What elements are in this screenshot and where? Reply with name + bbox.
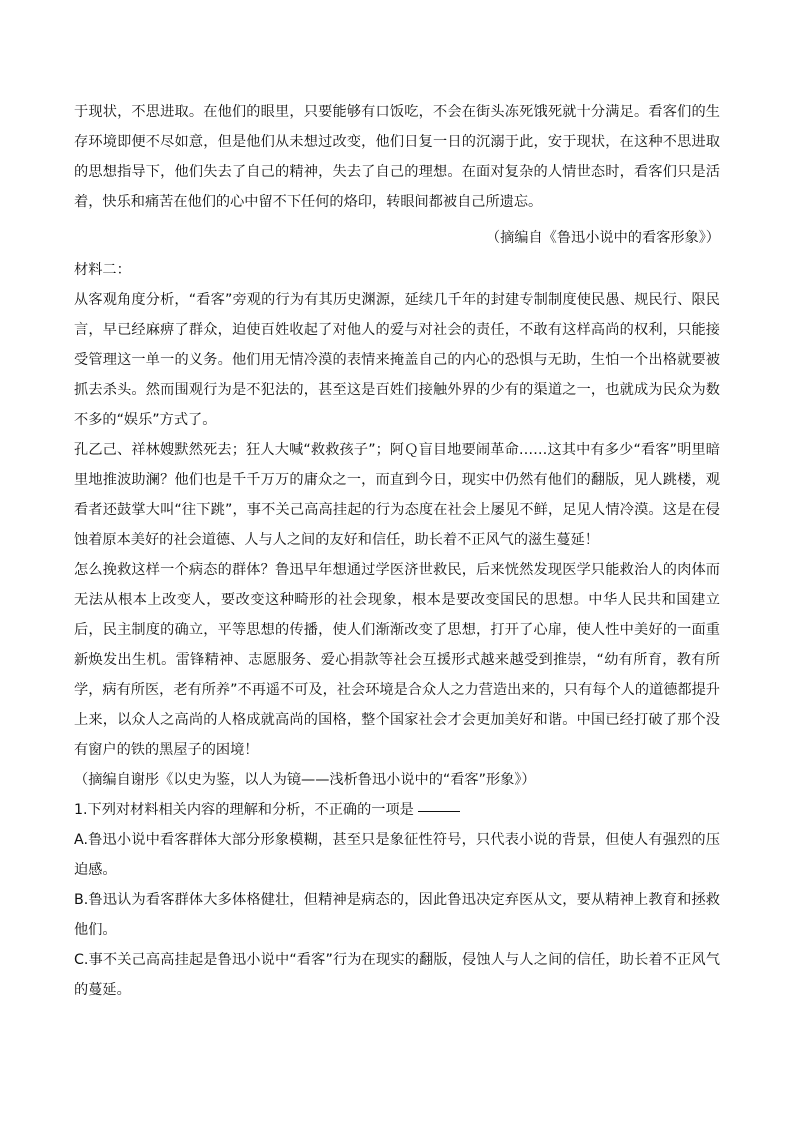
- material1-closing-paragraph: 于现状，不思进取。在他们的眼里，只要能够有口饭吃，不会在街头冻死饿死就十分满足。看客们的生存环境即便不尽如意，但是他们从未想过改变，他们日复一日的沉溺于此，安于现状，在这种不思进取的思想指导下，他们失去了自己的精神，失去了自己的理想。在面对复杂的人情世态时，看客们只是活着，快乐和痛苦在他们的心中留不下任何的烙印，转眼间都被自己所遗忘。: [74, 104, 720, 210]
- material2-paragraph-1: 从客观角度分析，“看客”旁观的行为有其历史渊源，延续几千年的封建专制制度使民愚、规民行、限民言，早已经麻痹了群众，迫使百姓收起了对他人的爱与对社会的责任，不敢有这样高尚的权利，只能接受管理这一单一的义务。他们用无情冷漠的表情来掩盖自己的内心的恐惧与无助，生怕一个出格就要被抓去杀头。然而围观行为是不犯法的，甚至这是百姓们接触外界的少有的渠道之一，也就成为民众为数不多的“娱乐”方式了。: [74, 292, 720, 428]
- question-1-option-a: A.鲁迅小说中看客群体大部分形象模糊，甚至只是象征性符号，只代表小说的背景，但使人有强烈的压迫感。: [74, 832, 720, 878]
- question-1: [74, 795, 720, 1005]
- question-1-option-c: C.事不关己高高挂起是鲁迅小说中“看客”行为在现实的翻版，侵蚀人与人之间的信任，助长着不正风气的蔓延。: [74, 952, 720, 998]
- question-1-stem: [74, 795, 720, 825]
- material2-paragraph-3: 怎么挽救这样一个病态的群体？鲁迅早年想通过学医济世救民，后来恍然发现医学只能救治人的肉体而无法从根本上改变人，要改变这种畸形的社会现象，根本是要改变国民的思想。中华人民共和国建立后，民主制度的确立，平等思想的传播，使人们渐渐改变了思想，打开了心扉，使人性中美好的一面重新焕发出生机。雷锋精神、志愿服务、爱心捐款等社会互援形式越来越受到推崇，“幼有所育，教有所学，病有所医，老有所养”不再遥不可及，社会环境是合众人之力营造出来的，只有每个人的道德都提升上来，以众人之高尚的人格成就高尚的国格，整个国家社会才会更加美好和谐。中国已经打破了那个没有窗户的铁的黑屋子的困境！: [74, 562, 720, 758]
- question-1-option-b: B.鲁迅认为看客群体大多体格健壮，但精神是病态的，因此鲁迅决定弃医从文，要从精神上教育和拯救他们。: [74, 892, 720, 938]
- material2-heading: 材料二：: [74, 262, 131, 278]
- material1-source: （摘编自《鲁迅小说中的看客形象》）: [485, 230, 720, 246]
- answer-blank: [418, 811, 460, 812]
- material2-paragraph-2: 孔乙己、祥林嫂默然死去；狂人大喊“救救孩子”；阿Ｑ盲目地要闹革命……这其中有多少“看客”明里暗里地推波助澜？他们也是千千万万的庸众之一，而直到今日，现实中仍然有他们的翻版，见人跳楼，观看者还鼓掌大叫“往下跳”，事不关己高高挂起的行为态度在社会上屡见不鲜，足见人情冷漠。这是在侵蚀着原本美好的社会道德、人与人之间的友好和信任，助长着不正风气的滋生蔓延！: [74, 442, 720, 548]
- material2-source: （摘编自谢彤《以史为鉴，以人为镜——浅析鲁迅小说中的“看客”形象》）: [74, 772, 536, 788]
- material2-body: [74, 285, 720, 795]
- question-1-stem-text: 1.下列对材料相关内容的理解和分析，不正确的一项是: [74, 802, 414, 818]
